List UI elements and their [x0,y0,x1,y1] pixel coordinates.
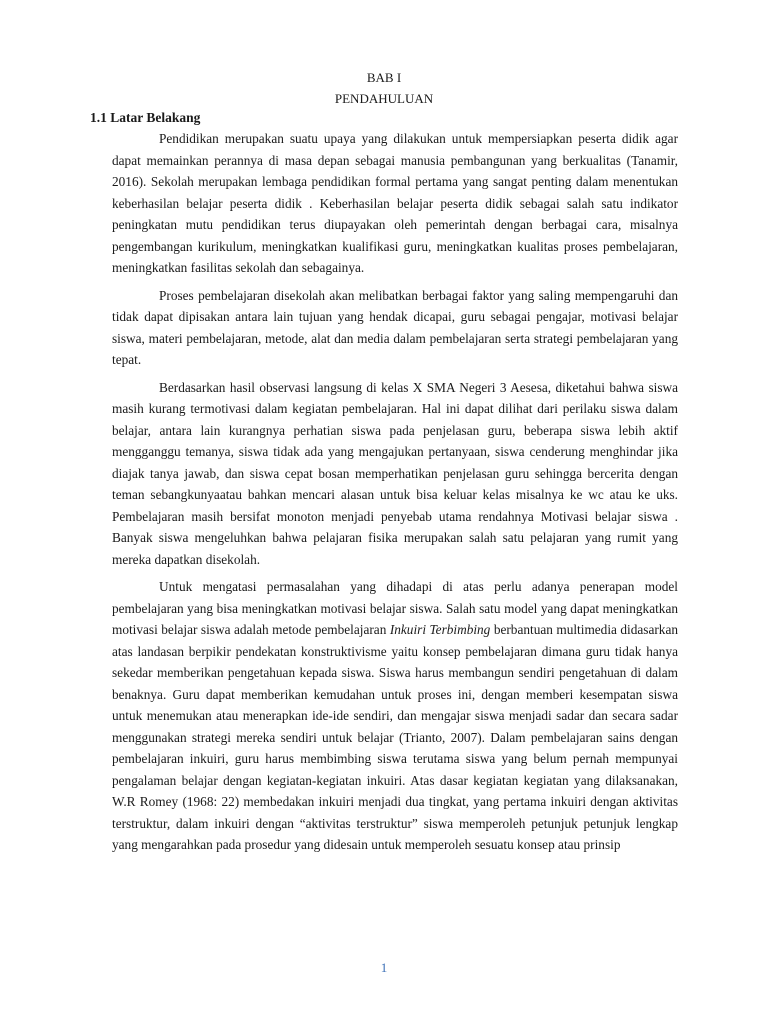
section-heading: 1.1 Latar Belakang [90,110,201,125]
paragraph-1: Pendidikan merupakan suatu upaya yang dilakukan untuk mempersiapkan peserta didik agar dapat memainkan perannya di masa depan sebagai manusia pembangunan yang berkualitas (Tanamir, 2016). Sekolah merupakan lembaga pendidikan formal pertama yang sangat penting dalam menentukan keberhasilan belajar peserta didik . Keberhasilan belajar peserta didik sebagai salah satu indikator peningkatan mutu pendidikan terus diupayakan oleh pemerintah dengan berbagai cara, misalnya pengembangan kurikulum, meningkatkan kualifikasi guru, meningkatkan kualitas proses pembelajaran, meningkatkan fasilitas sekolah dan sebagainya. [112,131,678,275]
paragraph-4-text-start: Untuk mengatasi permasalahan yang dihadapi di atas perlu adanya penerapan model pembelajaran yang bisa meningkatkan motivasi belajar siswa. Salah satu model yang dapat meningkatkan motivasi belajar siswa adalah metode pembelajaran [112,579,678,637]
paragraph-4-text-end: berbantuan multimedia didasarkan atas landasan berpikir pendekatan konstruktivisme yaitu konsep pembelajaran dimana guru tidak hanya sekedar memberikan pengetahuan kepada siswa. Siswa harus membangun sendiri pengetahuan di dalam benaknya. Guru dapat memberikan kemudahan untuk proses ini, dengan memberi kesempatan siswa untuk menemukan atau menerapkan ide-ide sendiri, dan mengajar siswa menjadi sadar dan secara sadar menggunakan strategi mereka sendiri untuk belajar (Trianto, 2007). Dalam pembelajaran sains dengan pembelajaran inkuiri, guru harus membimbing siswa terutama siswa yang belum pernah mempunyai pengalaman belajar dengan kegiatan-kegiatan inkuiri. Atas dasar kegiatan kegiatan yang dilaksanakan, W.R Romey (1968: 22) membedakan inkuiri menjadi dua tingkat, yang pertama inkuiri dengan aktivitas terstruktur, dalam inkuiri dengan “aktivitas terstruktur” siswa memperoleh petunjuk petunjuk lengkap yang mengarahkan pada prosedur yang didesain untuk memperoleh sesuatu konsep atau prinsip [112,622,679,852]
chapter-number: BAB I [366,70,402,85]
italic-term: Inkuiri Terbimbing [389,622,491,637]
chapter-title: PENDAHULUAN [334,91,434,106]
document-body [112,128,678,862]
paragraph-3: Berdasarkan hasil observasi langsung di kelas X SMA Negeri 3 Aesesa, diketahui bahwa siswa masih kurang termotivasi dalam kegiatan pembelajaran. Hal ini dapat dilihat dari perilaku siswa dalam belajar, antara lain kurangnya perhatian siswa pada penjelasan guru, beberapa siswa lebih aktif mengganggu temanya, siswa tidak ada yang mengajukan pertanyaan, siswa cenderung menghindar jika diajak tanya jawab, dan siswa cepat bosan memperhatikan penjelasan guru sehingga bercerita dengan teman sebangkunyaatau bahkan mencari alasan untuk bisa keluar kelas misalnya ke wc atau ke uks. Pembelajaran masih bersifat monoton menjadi penyebab utama rendahnya Motivasi belajar siswa . Banyak siswa mengeluhkan bahwa pelajaran fisika merupakan salah satu pelajaran yang rumit yang mereka dapatkan disekolah. [112,379,678,567]
paragraph-4 [112,576,678,856]
page-number: 1 [380,960,388,975]
paragraph-2: Proses pembelajaran disekolah akan melibatkan berbagai faktor yang saling mempengaruhi dan tidak dapat dipisakan antara lain tujuan yang hendak dicapai, guru sebagai pengajar, motivasi belajar siswa, materi pembelajaran, metode, alat dan media dalam pembelajaran serta strategi pembelajaran yang tepat. [112,287,678,367]
